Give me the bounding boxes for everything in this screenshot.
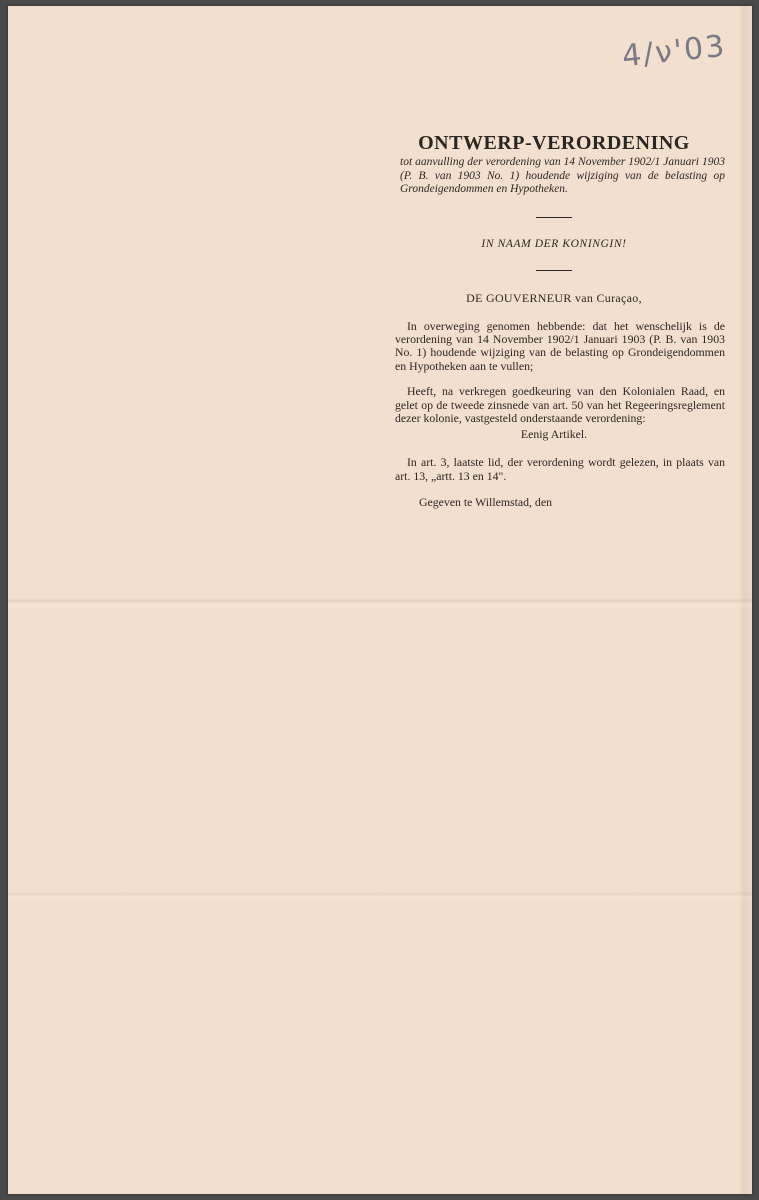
issuer-line: DE GOUVERNEUR van Curaçao, (466, 290, 642, 305)
article-paragraph: In art. 3, laatste lid, der verordening wordt gelezen, in plaats van art. 13, „artt. 13 en 14". (395, 455, 725, 483)
enacting-paragraph: Heeft, na verkregen goedkeuring van den Kolonialen Raad, en gelet op de tweede zinsnede van art. 50 van het Regeeringsreglement dezer kolonie, vastgesteld onderstaande verordening: (395, 384, 725, 425)
handwritten-date-annotation: 4/ν'03 (620, 28, 728, 75)
divider-rule (536, 270, 572, 271)
document-page (8, 6, 752, 1194)
considering-paragraph: In overweging genomen hebbende: dat het wenschelijk is de verordening van 14 November 1902/1 Januari 1903 (P. B. van 1903 No. 1) houdende wijziging van de belasting op Grondeigendommen en Hypotheken aan te vullen; (395, 318, 725, 373)
ordinance-text-column (383, 130, 725, 510)
divider-rule (536, 217, 572, 218)
invocation-line: IN NAAM DER KONINGIN! (481, 237, 627, 250)
closing-line: Gegeven te Willemstad, den (419, 495, 552, 510)
document-subtitle: tot aanvulling der verordening van 14 November 1902/1 Januari 1903 (P. B. van 1903 No. 1) houdende wijziging van de belasting op Grondeigendommen en Hypotheken. (400, 156, 725, 195)
article-heading: Eenig Artikel. (520, 427, 588, 442)
document-title: ONTWERP-VERORDENING (418, 132, 690, 154)
